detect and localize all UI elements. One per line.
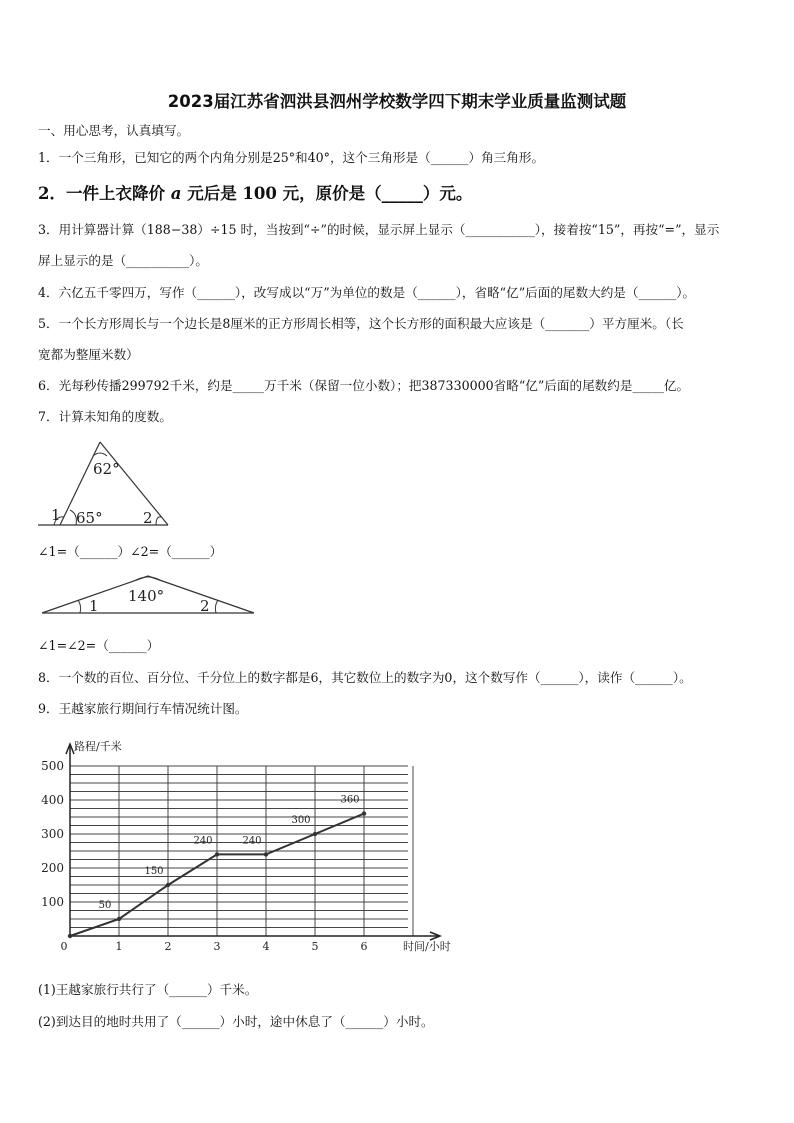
- y-axis-label: 路程/千米: [74, 740, 122, 753]
- data-point: [166, 883, 170, 887]
- data-label: 300: [291, 815, 311, 826]
- question-3-line-2: 屏上显示的是（__________）。: [38, 253, 209, 268]
- angle-label-62: 62°: [93, 460, 120, 478]
- data-label: 50: [98, 900, 112, 911]
- angle-label-140: 140°: [128, 587, 165, 605]
- data-point: [117, 917, 121, 921]
- y-tick-label: 100: [41, 895, 64, 909]
- data-point: [362, 811, 366, 815]
- angle-label-2: 2: [200, 597, 210, 615]
- x-tick-label: 0: [60, 940, 68, 953]
- question-3-line-1: 3．用计算器计算（188−38）÷15 时，当按到“÷”的时候，显示屏上显示（___________），接着按“15”，再按“=”，显示: [38, 222, 720, 237]
- data-label: 360: [340, 794, 360, 806]
- y-tick-label: 400: [41, 793, 64, 807]
- y-tick-label: 300: [41, 827, 64, 841]
- x-tick-label: 2: [164, 940, 172, 953]
- angle-label-1: 1: [51, 506, 61, 524]
- x-tick-label: 5: [311, 940, 319, 953]
- data-label: 150: [144, 866, 164, 877]
- data-label: 240: [193, 835, 213, 847]
- question-1: 1．一个三角形，已知它的两个内角分别是25°和40°，这个三角形是（______）角三角形。: [38, 150, 545, 165]
- data-point: [215, 852, 219, 856]
- x-tick-label: 4: [262, 940, 270, 953]
- data-point: [264, 852, 268, 856]
- x-tick-label: 1: [115, 940, 123, 953]
- question-5-line-1: 5．一个长方形周长与一个边长是8厘米的正方形周长相等，这个长方形的面积最大应该是（_______）平方厘米。（长: [38, 316, 684, 331]
- question-4: 4．六亿五千零四万，写作（______），改写成以“万”为单位的数是（______），省略“亿”后面的尾数大约是（______）。: [38, 285, 696, 300]
- question-9: 9．王越家旅行期间行车情况统计图。: [38, 701, 248, 716]
- question-7: 7．计算未知角的度数。: [38, 409, 172, 424]
- data-point: [68, 934, 72, 938]
- question-2-variable: a: [170, 184, 182, 203]
- angle-label-1: 1: [89, 597, 99, 615]
- angle-label-2: 2: [143, 509, 153, 527]
- x-tick-label: 6: [360, 940, 368, 953]
- question-7-answer-b: ∠1=∠2=（______）: [38, 638, 160, 653]
- question-5-line-2: 宽都为整厘米数）: [38, 347, 139, 362]
- question-6: 6．光每秒传播299792千米，约是_____万千米（保留一位小数）；把387330000省略“亿”后面的尾数约是_____亿。: [38, 378, 690, 393]
- question-7-answer-a: ∠1=（______）∠2=（______）: [38, 544, 223, 559]
- x-tick-label: 3: [213, 940, 221, 953]
- angle-label-65: 65°: [76, 509, 103, 527]
- data-label: 240: [242, 835, 262, 847]
- data-point: [313, 832, 317, 836]
- y-tick-label: 500: [41, 759, 64, 773]
- question-2-prefix: 2．一件上衣降价: [38, 184, 165, 203]
- x-axis-label: 时间/小时: [403, 940, 451, 953]
- section-heading: 一、用心思考，认真填写。: [38, 123, 190, 138]
- question-9-part-1: (1)王越家旅行共行了（______）千米。: [38, 982, 258, 997]
- question-8: 8．一个数的百位、百分位、千分位上的数字都是6，其它数位上的数字为0，这个数写作（______），读作（______）。: [38, 670, 692, 685]
- question-9-part-2: (2)到达目的地时共用了（______）小时，途中休息了（______）小时。: [38, 1014, 434, 1029]
- y-tick-label: 200: [41, 861, 64, 875]
- question-2-suffix: 元后是 100 元，原价是（_____）元。: [187, 184, 473, 203]
- page-title: 2023届江苏省泗洪县泗州学校数学四下期末学业质量监测试题: [167, 92, 627, 111]
